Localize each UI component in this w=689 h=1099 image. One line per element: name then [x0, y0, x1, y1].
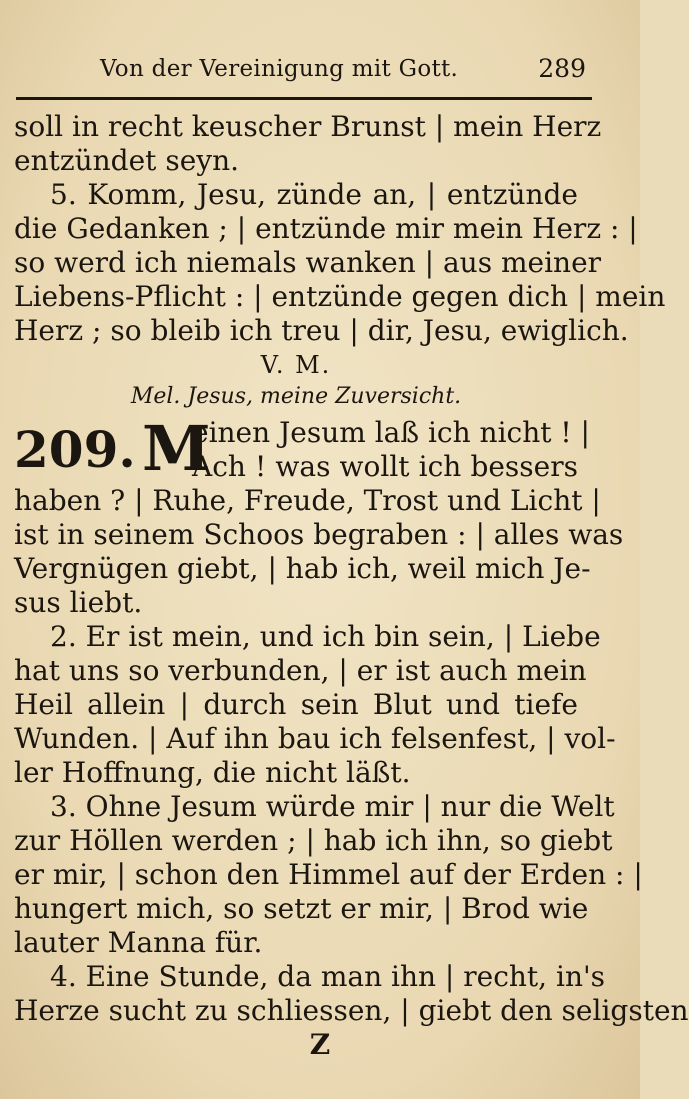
verse-5-line: Liebens-Pflicht : | entzünde gegen dich | mein [14, 280, 666, 313]
hymn-line: haben ? | Ruhe, Freude, Trost und Licht | [14, 484, 601, 517]
hymn-line: ist in seinem Schoos begraben : | alles was [14, 518, 624, 551]
verse-2-line: hat uns so verbunden, | er ist auch mein [14, 654, 587, 687]
hymn-line: Vergnügen giebt, | hab ich, weil mich Je- [14, 552, 591, 585]
page-header [100, 52, 586, 92]
text-line: entzündet seyn. [14, 144, 240, 177]
header-rule [16, 97, 592, 100]
verse-3-line: zur Höllen werden ; | hab ich ihn, so giebt [14, 824, 613, 857]
drop-capital: M [142, 412, 211, 485]
verse-2-line: Heil allein | durch sein Blut und tiefe [14, 688, 578, 721]
verse-5-line: die Gedanken ; | entzünde mir mein Herz : | [14, 212, 638, 245]
verse-2-line: Wunden. | Auf ihn bau ich felsenfest, | vol- [14, 722, 616, 755]
verse-3-line: er mir, | schon den Himmel auf der Erden : | [14, 858, 643, 891]
verse-2-line: 2. Er ist mein, und ich bin sein, | Liebe [50, 620, 601, 653]
verse-4-line: 4. Eine Stunde, da man ihn | recht, in's [50, 960, 606, 993]
hymn-line: Ach ! was wollt ich bessers [192, 450, 578, 483]
verse-3-line: hungert mich, so setzt er mir, | Brod wie [14, 892, 589, 925]
text-line: soll in recht keuscher Brunst | mein Herz [14, 110, 602, 143]
verse-3-line: lauter Manna für. [14, 926, 263, 959]
verse-2-line: ler Hoffnung, die nicht läßt. [14, 756, 411, 789]
verse-5-line: so werd ich niemals wanken | aus meiner [14, 246, 602, 279]
hymn-number: 209. [14, 420, 136, 479]
verse-5-line: Herz ; so bleib ich treu | dir, Jesu, ewiglich. [14, 314, 629, 347]
running-title: Von der Vereinigung mit Gott. [100, 56, 459, 82]
verse-5-line: 5. Komm, Jesu, zünde an, | entzünde [50, 178, 578, 211]
hymn-start [14, 412, 590, 485]
page-number: 289 [538, 54, 586, 83]
page-body [14, 110, 689, 1028]
author-initials: V. M. [260, 351, 332, 379]
hymn-line: einen Jesum laß ich nicht ! | [192, 416, 590, 449]
hymn-line: sus liebt. [14, 586, 143, 619]
signature-mark: Z [309, 1028, 331, 1061]
verse-3-line: 3. Ohne Jesum würde mir | nur die Welt [50, 790, 615, 823]
melody-line: Mel. Jesus, meine Zuversicht. [130, 384, 462, 409]
verse-4-line: Herze sucht zu schliessen, | giebt den seligsten [14, 994, 689, 1027]
